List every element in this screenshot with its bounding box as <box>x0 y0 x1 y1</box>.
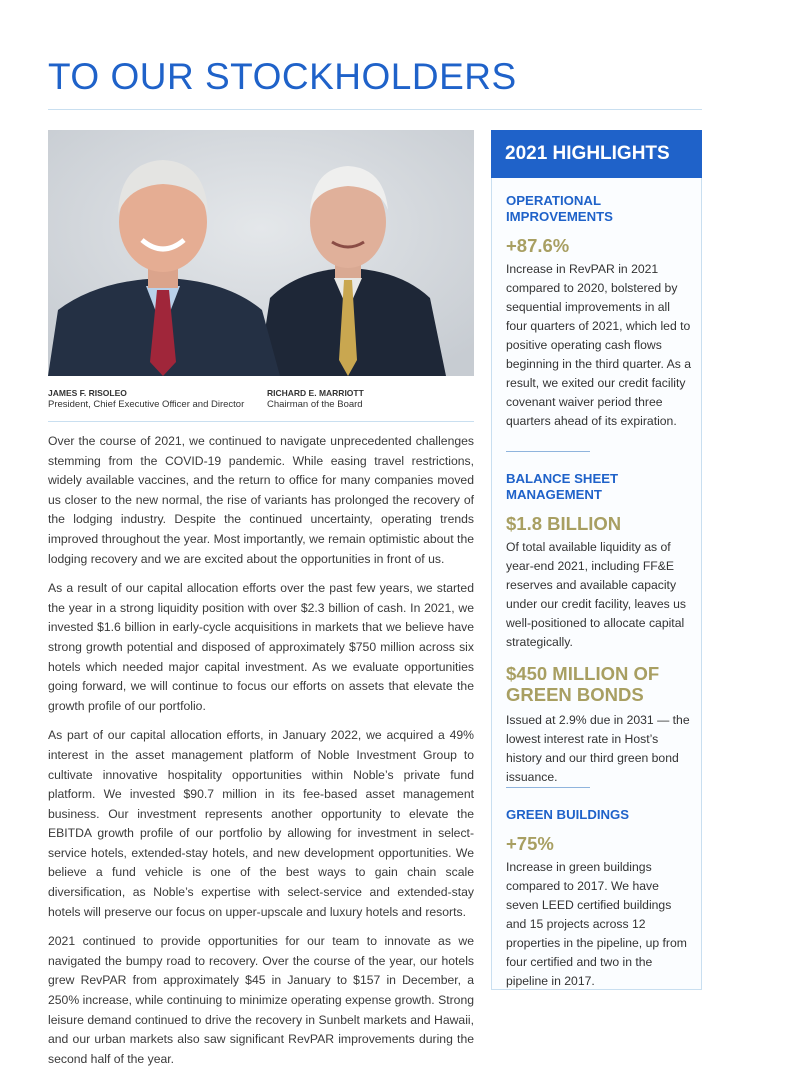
caption-risoleo <box>48 387 244 411</box>
highlight-operational <box>506 193 694 431</box>
highlight-text: Increase in green buildings compared to 2017. We have seven LEED certified buildings and 15 projects across 12 properties in the pipeline, up from four certified and two in the pipeline in 2017. <box>506 860 687 988</box>
highlight-divider <box>506 787 590 788</box>
caption-name: RICHARD E. MARRIOTT <box>267 388 364 398</box>
highlight-divider <box>506 451 590 452</box>
highlight-heading: GREEN BUILDINGS <box>506 807 630 822</box>
highlight-value: $1.8 BILLION <box>506 513 622 534</box>
page-title: TO OUR STOCKHOLDERS <box>48 56 517 97</box>
highlights-sidebar <box>491 130 702 990</box>
executives-photo <box>48 130 474 376</box>
highlight-value: +75% <box>506 833 554 854</box>
caption-role: President, Chief Executive Officer and Director <box>48 399 245 410</box>
letter-paragraph: As a result of our capital allocation efforts over the past few years, we started the year in a strong liquidity position with over $2.3 billion of cash. In 2021, we invested $1.6 billion in early-cycle acquisitions in markets that we believe have strong growth potential and disposed of approximately $750 million across six hotels which needed major capital investment. As we evaluate opportunities going forward, we will continue to focus our efforts on assets that elevate the growth profile of our portfolio. <box>48 581 474 713</box>
highlight-text: Increase in RevPAR in 2021 compared to 2020, bolstered by sequential improvements in all four quarters of 2021, which led to positive operating cash flows beginning in the third quarter. As a result, we exited our credit facility covenant waiver period three quarters ahead of its expiration. <box>506 262 691 428</box>
caption-marriott <box>267 387 364 411</box>
highlight-text: Issued at 2.9% due in 2031 — the lowest interest rate in Host’s history and our third green bond issuance. <box>506 713 690 784</box>
caption-divider <box>48 421 474 422</box>
letter-body <box>48 432 474 1079</box>
highlight-green-bonds <box>506 663 694 787</box>
highlight-balance-sheet <box>506 471 694 652</box>
highlight-green-buildings <box>506 807 694 991</box>
letter-paragraph: Over the course of 2021, we continued to navigate unprecedented challenges stemming from the COVID-19 pandemic. While easing travel restrictions, widely available vaccines, and the return to office for many companies moved us closer to the new normal, the rise of variants has prolonged the recovery of the lodging industry. Despite the continued uncertainty, operating trends improved throughout the year. Most importantly, we remain optimistic about the lodging recovery and we are excited about the opportunities in front of us. <box>48 434 474 566</box>
highlight-heading: OPERATIONAL IMPROVEMENTS <box>506 193 613 224</box>
letter-paragraph: As part of our capital allocation efforts, in January 2022, we acquired a 49% interest in the asset management platform of Noble Investment Group to cultivate innovative hospitality opportunities within Noble’s private fund platform. We invested $90.7 million in its fee-based asset management business. Our investment represents another opportunity to elevate the EBITDA growth profile of our portfolio by allowing for investment in select-service hotels, extended-stay hotels, and new development opportunities. We believe a fund vehicle is one of the best ways to gain chain scale diversification, as Noble’s expertise with select-service and extended-stay hotels will preserve our focus on upper-upscale and luxury hotels and resorts. <box>48 728 474 919</box>
highlight-value: $450 MILLION OF GREEN BONDS <box>506 663 660 705</box>
caption-role: Chairman of the Board <box>267 399 363 410</box>
sidebar-title: 2021 HIGHLIGHTS <box>491 130 702 178</box>
letter-paragraph: 2021 continued to provide opportunities for our team to innovate as we navigated the bumpy road to recovery. Over the course of the year, our hotels grew RevPAR from approximately $45 in January to $157 in December, a 250% increase, while continuing to minimize operating expense growth. Strong leisure demand continued to drive the recovery in Sunbelt markets and Hawaii, and our urban markets also saw significant RevPAR improvements during the second half of the year. <box>48 934 474 1066</box>
highlight-text: Of total available liquidity as of year-end 2021, including FF&E reserves and available capacity under our credit facility, leaves us well-positioned to allocate capital strategically. <box>506 540 686 649</box>
title-divider <box>48 109 702 110</box>
highlight-heading: BALANCE SHEET MANAGEMENT <box>506 471 619 502</box>
caption-name: JAMES F. RISOLEO <box>48 388 127 398</box>
highlight-value: +87.6% <box>506 235 570 256</box>
